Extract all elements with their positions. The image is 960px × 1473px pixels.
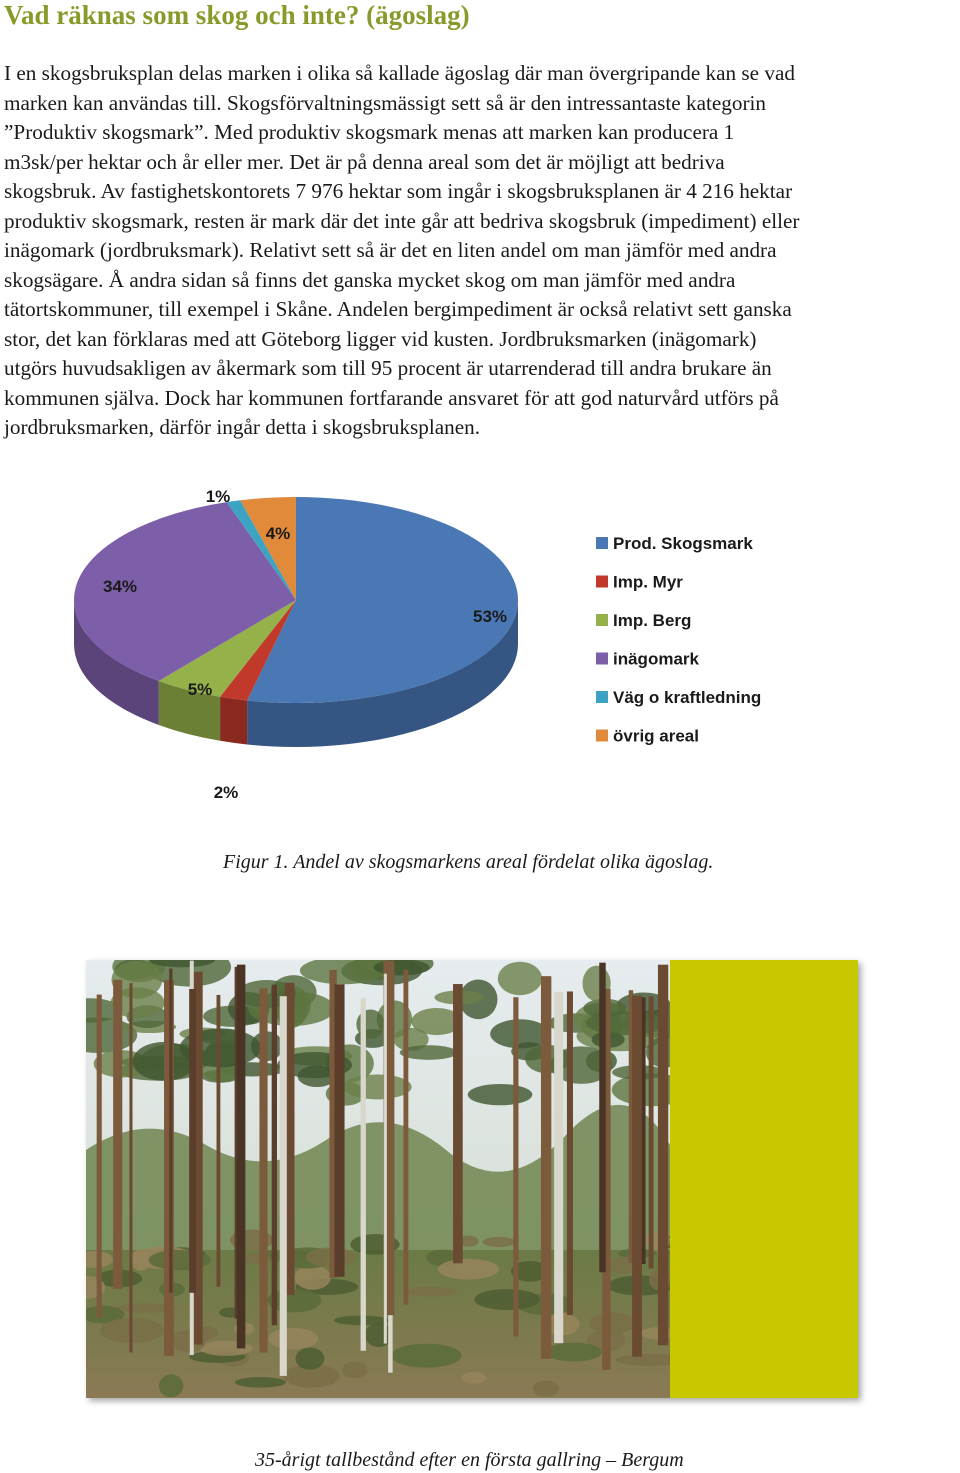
paragraph-line: ”Produktiv skogsmark”. Med produktiv skogsmark menas att marken kan producera 1 <box>4 120 735 144</box>
legend-label: Imp. Berg <box>613 611 692 630</box>
paragraph-line: jordbruksmarken, därför ingår detta i skogsbruksplanen. <box>4 415 481 439</box>
paragraph-line: skogsbruk. Av fastighetskontorets 7 976 hektar som ingår i skogsbruksplanen är 4 216 hektar <box>4 179 793 203</box>
legend-swatch <box>596 653 608 665</box>
pie-group <box>74 497 518 747</box>
legend-label: Prod. Skogsmark <box>613 534 753 553</box>
pie-data-label: 34% <box>102 577 138 596</box>
forest-photo <box>86 960 858 1398</box>
paragraph-line: stor, det kan förklaras med att Göteborg ligger vid kusten. Jordbruksmarken (inägomark) <box>4 326 757 351</box>
photo-accent-block <box>670 960 858 1398</box>
legend-label: Väg o kraftledning <box>613 688 762 707</box>
paragraph-line: kommunen själva. Dock har kommunen fortfarande ansvaret för att god naturvård utförs på <box>4 385 779 410</box>
legend-label: inägomark <box>613 649 699 669</box>
paragraph-line: marken kan användas till. Skogsförvaltningsmässigt sett så är den intressantaste kategorin <box>4 90 766 115</box>
chart-legend <box>596 534 761 746</box>
figure-caption: Figur 1. Andel av skogsmarkens areal fördelat olika ägoslag. <box>223 851 714 873</box>
legend-swatch <box>596 730 608 742</box>
pie-data-label: 1% <box>205 487 231 506</box>
photo-caption: 35-årigt tallbestånd efter en första gallring – Bergum <box>255 1449 684 1471</box>
paragraph-line: inägomark (jordbruksmark). Relativt sett så är det en liten andel om man jämför med andra <box>4 238 777 262</box>
page-heading: Vad räknas som skog och inte? (ägoslag) <box>4 0 470 30</box>
legend-swatch <box>596 576 608 588</box>
body-paragraph <box>4 59 960 443</box>
legend-swatch <box>596 614 608 626</box>
pie-chart <box>0 470 960 810</box>
pie-data-label: 2% <box>213 783 239 802</box>
legend-label: övrig areal <box>613 726 699 746</box>
forest-photo-image <box>86 960 858 1398</box>
pie-data-label: 53% <box>472 607 508 626</box>
paragraph-line: produktiv skogsmark, resten är mark där det inte går att bedriva skogsbruk (impediment) eller <box>4 208 800 233</box>
pie-slice-side <box>220 697 247 745</box>
pie-data-label: 4% <box>265 524 291 543</box>
paragraph-line: I en skogsbruksplan delas marken i olika så kallade ägoslag där man övergripande kan se vad <box>4 61 795 85</box>
legend-swatch <box>596 537 608 549</box>
pie-data-label: 5% <box>187 680 213 699</box>
paragraph-line: skogsägare. Å andra sidan så finns det ganska mycket skog om man jämför med andra <box>4 267 736 292</box>
paragraph-line: utgörs huvudsakligen av åkermark som till 95 procent är utarrenderad till andra brukare än <box>4 356 772 380</box>
paragraph-line: tätortskommuner, till exempel i Skåne. Andelen bergimpediment är också relativt sett ganska <box>4 297 792 321</box>
legend-label: Imp. Myr <box>613 572 683 592</box>
paragraph-line: m3sk/per hektar och år eller mer. Det är på denna areal som det är möjligt att bedriva <box>4 149 725 174</box>
legend-swatch <box>596 691 608 703</box>
